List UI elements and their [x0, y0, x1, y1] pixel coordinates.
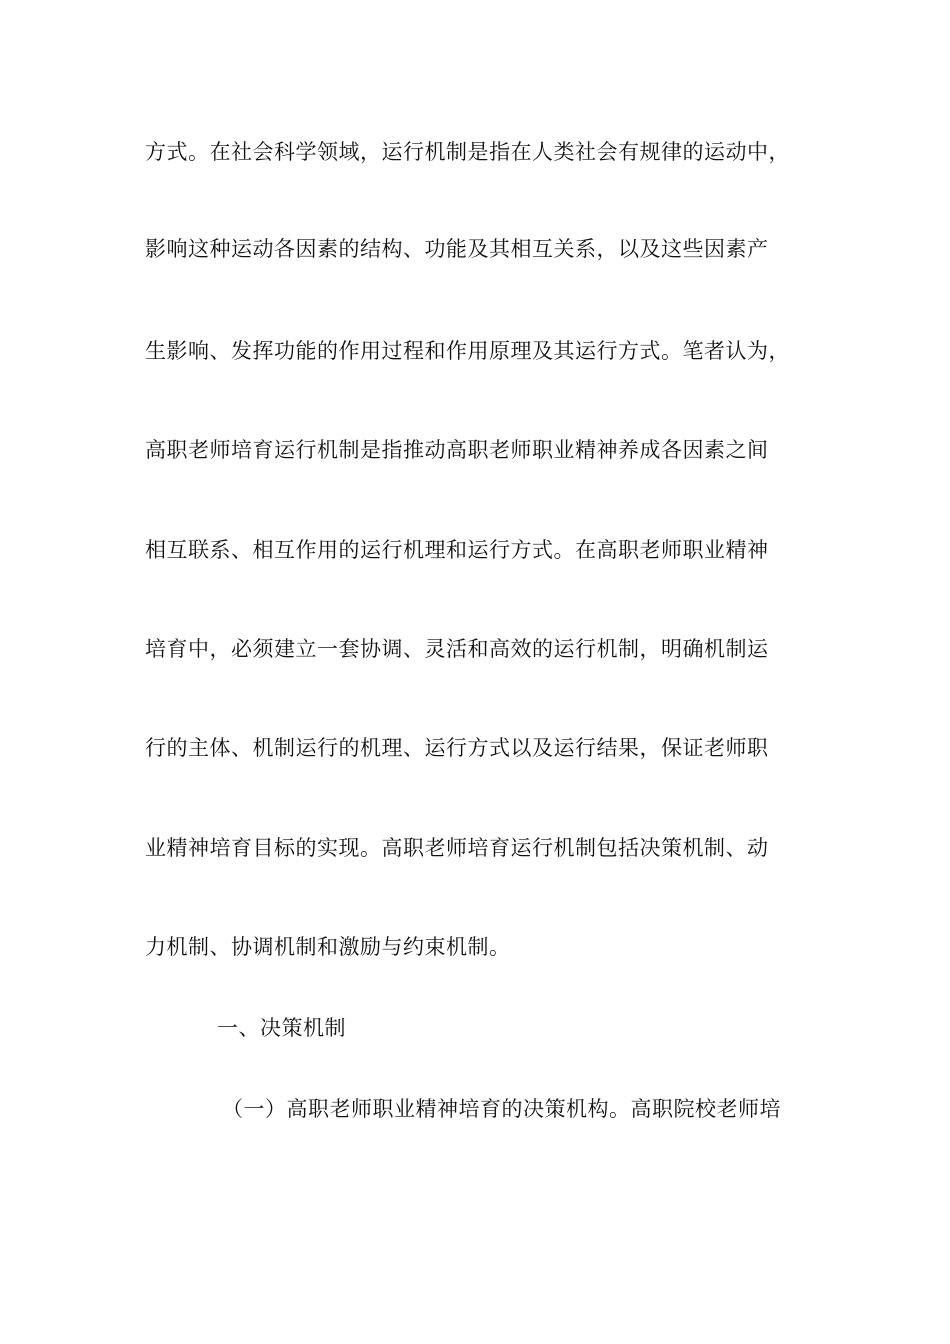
paragraph-line: 影响这种运动各因素的结构、功能及其相互关系，以及这些因素产: [145, 237, 769, 261]
paragraph-line: 培育中，必须建立一套协调、灵活和高效的运行机制，明确机制运: [145, 637, 769, 661]
paragraph-line: 方式。在社会科学领域，运行机制是指在人类社会有规律的运动中，: [145, 140, 790, 164]
paragraph-line: 高职老师培育运行机制是指推动高职老师职业精神养成各因素之间: [145, 438, 769, 462]
subsection-heading-line: （一）高职老师职业精神培育的决策机构。高职院校老师培: [222, 1097, 781, 1121]
paragraph-line: 相互联系、相互作用的运行机理和运行方式。在高职老师职业精神: [145, 538, 769, 562]
paragraph-line: 力机制、协调机制和激励与约束机制。: [145, 935, 511, 959]
paragraph-line: 生影响、发挥功能的作用过程和作用原理及其运行方式。笔者认为，: [145, 339, 790, 363]
paragraph-line: 业精神培育目标的实现。高职老师培育运行机制包括决策机制、动: [145, 836, 769, 860]
section-heading: 一、决策机制: [217, 1016, 346, 1040]
paragraph-line: 行的主体、机制运行的机理、运行方式以及运行结果，保证老师职: [145, 736, 769, 760]
